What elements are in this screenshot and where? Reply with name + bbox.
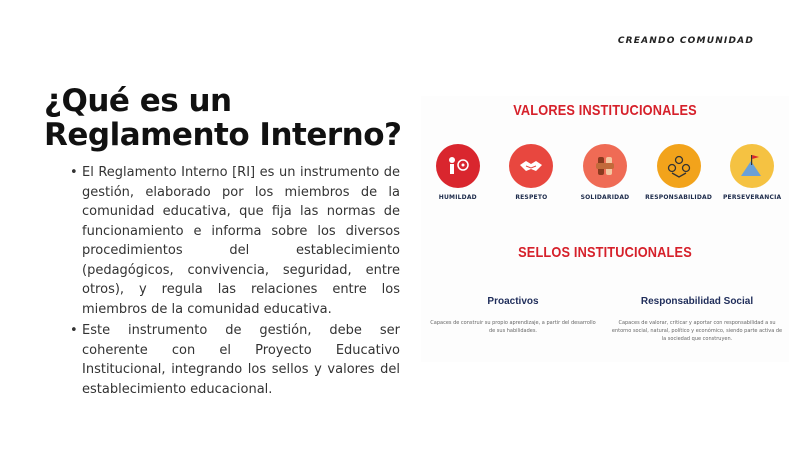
seal-description: Capaces de valorar, criticar y aportar con responsabilidad a su entorno social, natural, político y económico, siendo parte activa de la sociedad que construyen. [611, 320, 783, 342]
mountain-flag-icon [730, 144, 774, 188]
seals-row [421, 296, 789, 343]
value-label: PERSEVERANCIA [722, 194, 782, 201]
handshake-icon [509, 144, 553, 188]
header-tag: CREANDO COMUNIDAD [617, 36, 754, 46]
value-perseverancia [716, 144, 788, 201]
seal-description: Capaces de construir su propio aprendizaje, a partir del desarrollo de sus habilidades. [430, 320, 596, 334]
title-line-1: ¿Qué es un [44, 83, 232, 119]
value-respeto [495, 144, 567, 201]
institutional-image-panel [421, 96, 789, 362]
value-label: RESPETO [515, 194, 548, 201]
page-title [44, 84, 414, 152]
seal-title: Proactivos [487, 296, 539, 307]
people-group-icon [657, 144, 701, 188]
values-row [421, 144, 789, 201]
bullet-item: • El Reglamento Interno [RI] es un instrumento de gestión, elaborado por los miembros de la comunidad educativa, que fija las normas de funcionamiento e informa sobre los diversos procedimientos del establecimiento (pedagógicos, convivencia, seguridad, entre otros), y regula las relaciones entre los miembros de la comunidad educativa. [70, 163, 400, 319]
bullet-item: • Este instrumento de gestión, debe ser coherente con el Proyecto Educativo Institucional, integrando los sellos y valores del establecimiento educacional. [70, 321, 400, 399]
seal-title: Responsabilidad Social [640, 296, 754, 307]
value-label: SOLIDARIDAD [580, 194, 630, 201]
seal-responsabilidad-social [605, 296, 789, 343]
seal-proactivos [421, 296, 605, 343]
title-line-2: Reglamento Interno? [44, 117, 402, 153]
bullet-list [70, 163, 400, 401]
value-solidaridad [569, 144, 641, 201]
seals-title: SELLOS INSTITUCIONALES [518, 244, 692, 261]
value-responsabilidad [643, 144, 715, 201]
value-label: HUMILDAD [438, 194, 477, 201]
value-label: RESPONSABILIDAD [645, 194, 713, 201]
values-title: VALORES INSTITUCIONALES [513, 102, 697, 119]
solidarity-hands-icon [583, 144, 627, 188]
value-humildad [422, 144, 494, 201]
humility-icon [436, 144, 480, 188]
